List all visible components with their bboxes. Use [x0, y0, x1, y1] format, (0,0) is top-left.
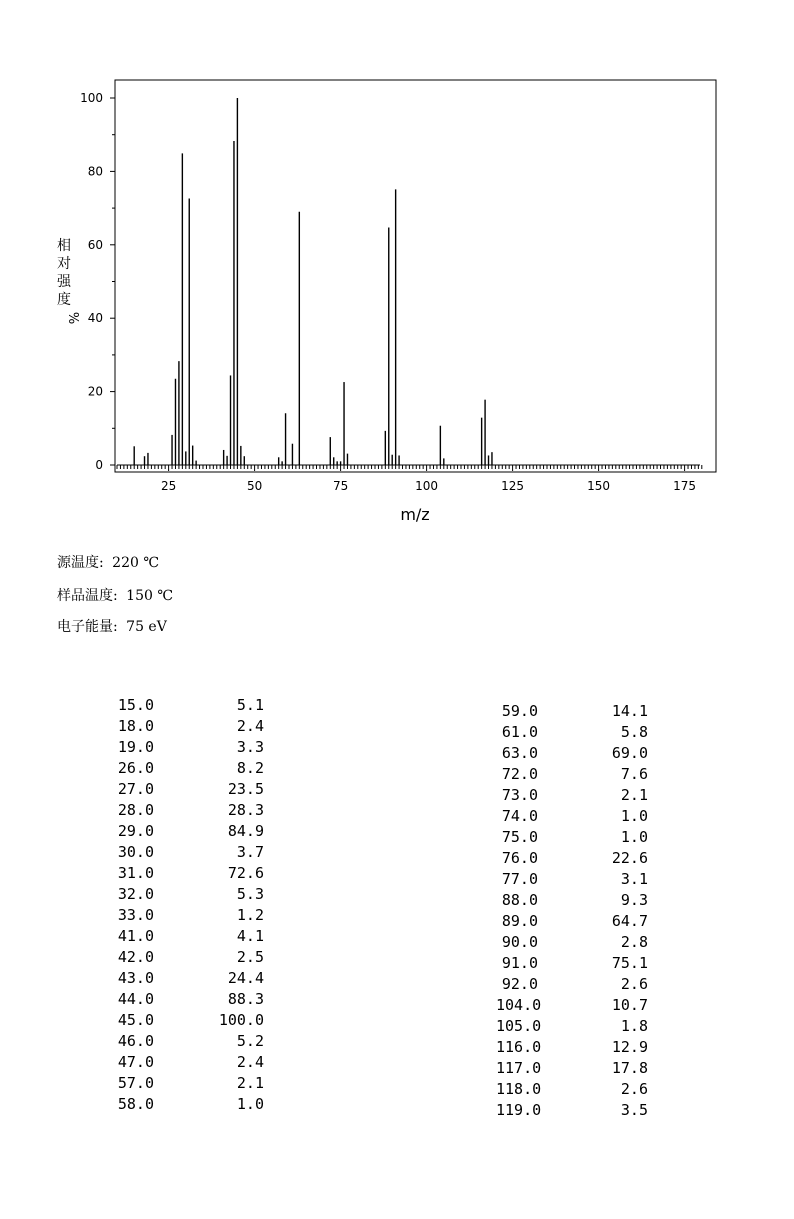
- peak-mz: 90.0: [501, 933, 538, 951]
- peak-row: [112, 737, 264, 758]
- peak-mz: 57.0: [117, 1074, 154, 1092]
- peak-mz: 31.0: [117, 864, 154, 882]
- peak-abundance: 1.0: [236, 1095, 264, 1113]
- peak-row: [496, 1079, 648, 1100]
- peak-abundance: 14.1: [611, 702, 648, 720]
- peak-mz: 63.0: [501, 744, 538, 762]
- y-axis-label-char: 强: [57, 274, 71, 290]
- peak-mz: 43.0: [117, 969, 154, 987]
- peak-abundance: 2.6: [620, 975, 648, 993]
- peak-mz: 104.0: [496, 996, 542, 1014]
- peak-abundance: 17.8: [611, 1059, 648, 1077]
- peak-row: [496, 890, 648, 911]
- x-tick-label: 25: [160, 479, 177, 493]
- x-tick-label: 50: [246, 479, 263, 493]
- peak-row: [112, 989, 264, 1010]
- peak-row: [112, 926, 264, 947]
- peak-mz: 76.0: [501, 849, 538, 867]
- condition-label: 样品温度:: [57, 588, 118, 604]
- peak-abundance: 1.0: [620, 828, 648, 846]
- peak-abundance: 2.5: [236, 948, 264, 966]
- peak-mz: 29.0: [117, 822, 154, 840]
- peak-abundance: 1.2: [236, 906, 264, 924]
- y-axis-label-char: 对: [57, 256, 71, 272]
- peak-abundance: 64.7: [611, 912, 648, 930]
- peak-mz: 117.0: [496, 1059, 542, 1077]
- peak-row: [496, 911, 648, 932]
- peak-abundance: 1.0: [620, 807, 648, 825]
- peak-mz: 105.0: [496, 1017, 542, 1035]
- peak-mz: 116.0: [496, 1038, 542, 1056]
- peak-row: [112, 1031, 264, 1052]
- peak-abundance: 3.7: [236, 843, 264, 861]
- peak-mz: 59.0: [501, 702, 538, 720]
- peak-mz: 42.0: [117, 948, 154, 966]
- peak-row: [496, 722, 648, 743]
- condition-label: 电子能量:: [57, 619, 118, 635]
- peak-row: [496, 1016, 648, 1037]
- peak-row: [112, 716, 264, 737]
- peak-row: [496, 974, 648, 995]
- peak-mz: 44.0: [117, 990, 154, 1008]
- peak-row: [496, 1037, 648, 1058]
- peak-abundance: 3.3: [236, 738, 264, 756]
- peak-abundance: 10.7: [611, 996, 648, 1014]
- peak-abundance: 72.6: [227, 864, 264, 882]
- peak-mz: 30.0: [117, 843, 154, 861]
- x-tick-label: 175: [673, 479, 697, 493]
- peak-abundance: 4.1: [236, 927, 264, 945]
- peak-row: [112, 842, 264, 863]
- peak-mz: 33.0: [117, 906, 154, 924]
- peak-row: [496, 932, 648, 953]
- peak-abundance: 24.4: [227, 969, 264, 987]
- condition-line: [57, 585, 173, 605]
- peak-mz: 27.0: [117, 780, 154, 798]
- x-tick-label: 100: [415, 479, 439, 493]
- peak-abundance: 8.2: [236, 759, 264, 777]
- peak-mz: 118.0: [496, 1080, 542, 1098]
- peak-row: [112, 1094, 264, 1115]
- peak-abundance: 7.6: [620, 765, 648, 783]
- mass-spectrum-chart: [0, 0, 794, 540]
- peak-mz: 15.0: [117, 696, 154, 714]
- y-axis-label-char: 度: [57, 292, 71, 308]
- peak-row: [112, 1010, 264, 1031]
- peak-abundance: 69.0: [611, 744, 648, 762]
- peak-mz: 26.0: [117, 759, 154, 777]
- peak-abundance: 5.8: [620, 723, 648, 741]
- y-tick-label: 20: [87, 384, 103, 399]
- peak-mz: 74.0: [501, 807, 538, 825]
- peak-row: [112, 884, 264, 905]
- peak-mz: 91.0: [501, 954, 538, 972]
- peak-abundance: 2.8: [620, 933, 648, 951]
- peak-row: [496, 848, 648, 869]
- peak-row: [112, 905, 264, 926]
- peak-table-left: [112, 695, 264, 1115]
- peak-row: [112, 863, 264, 884]
- peak-mz: 73.0: [501, 786, 538, 804]
- condition-label: 源温度:: [57, 555, 104, 571]
- peak-row: [112, 800, 264, 821]
- peak-abundance: 5.2: [236, 1032, 264, 1050]
- y-tick-label: 80: [87, 164, 103, 179]
- peak-row: [496, 995, 648, 1016]
- peak-abundance: 88.3: [227, 990, 264, 1008]
- peak-row: [112, 758, 264, 779]
- y-axis-label-char: %: [65, 311, 80, 325]
- peak-abundance: 12.9: [611, 1038, 648, 1056]
- peak-abundance: 75.1: [611, 954, 648, 972]
- peak-row: [496, 806, 648, 827]
- peak-abundance: 2.1: [620, 786, 648, 804]
- peak-row: [112, 695, 264, 716]
- peak-mz: 92.0: [501, 975, 538, 993]
- peak-row: [496, 827, 648, 848]
- peak-abundance: 22.6: [611, 849, 648, 867]
- y-axis-label-char: 相: [57, 238, 71, 254]
- peak-row: [496, 701, 648, 722]
- peak-mz: 45.0: [117, 1011, 154, 1029]
- peak-abundance: 84.9: [227, 822, 264, 840]
- peak-mz: 32.0: [117, 885, 154, 903]
- peak-mz: 75.0: [501, 828, 538, 846]
- x-tick-label: 150: [587, 479, 611, 493]
- peak-abundance: 100.0: [218, 1011, 264, 1029]
- condition-value: 150 ℃: [121, 588, 174, 604]
- peak-mz: 77.0: [501, 870, 538, 888]
- y-tick-label: 40: [87, 311, 103, 326]
- peak-abundance: 5.3: [236, 885, 264, 903]
- peak-abundance: 2.1: [236, 1074, 264, 1092]
- condition-line: [57, 552, 159, 572]
- peak-mz: 28.0: [117, 801, 154, 819]
- peak-abundance: 2.4: [236, 717, 264, 735]
- peak-mz: 18.0: [117, 717, 154, 735]
- y-tick-label: 60: [87, 237, 103, 252]
- peak-row: [496, 785, 648, 806]
- peak-row: [112, 821, 264, 842]
- peak-row: [496, 1058, 648, 1079]
- condition-value: 220 ℃: [107, 555, 160, 571]
- peak-mz: 58.0: [117, 1095, 154, 1113]
- y-tick-label: 0: [95, 458, 103, 472]
- peak-mz: 61.0: [501, 723, 538, 741]
- peak-row: [112, 1073, 264, 1094]
- peak-mz: 72.0: [501, 765, 538, 783]
- peak-abundance: 2.4: [236, 1053, 264, 1071]
- peak-table-right: [496, 701, 648, 1121]
- peak-mz: 119.0: [496, 1101, 542, 1119]
- peak-abundance: 3.1: [620, 870, 648, 888]
- peak-row: [496, 743, 648, 764]
- peak-abundance: 23.5: [227, 780, 264, 798]
- x-tick-label: 75: [332, 479, 349, 493]
- peak-abundance: 3.5: [620, 1101, 648, 1119]
- y-tick-label: 100: [80, 91, 103, 105]
- x-axis-label: m/z: [400, 505, 430, 524]
- peak-row: [496, 764, 648, 785]
- peak-row: [496, 1100, 648, 1121]
- peak-mz: 46.0: [117, 1032, 154, 1050]
- peak-mz: 41.0: [117, 927, 154, 945]
- peak-row: [112, 968, 264, 989]
- condition-line: [57, 616, 167, 636]
- peak-mz: 88.0: [501, 891, 538, 909]
- peak-row: [496, 953, 648, 974]
- peak-abundance: 1.8: [620, 1017, 648, 1035]
- peak-mz: 47.0: [117, 1053, 154, 1071]
- peak-row: [496, 869, 648, 890]
- peak-row: [112, 1052, 264, 1073]
- peak-abundance: 5.1: [236, 696, 264, 714]
- plot-frame: [115, 80, 716, 472]
- peak-abundance: 2.6: [620, 1080, 648, 1098]
- condition-value: 75 eV: [121, 619, 167, 635]
- peak-abundance: 9.3: [620, 891, 648, 909]
- peak-mz: 19.0: [117, 738, 154, 756]
- x-tick-label: 125: [501, 479, 525, 493]
- peak-row: [112, 947, 264, 968]
- peak-abundance: 28.3: [227, 801, 264, 819]
- peak-mz: 89.0: [501, 912, 538, 930]
- peak-row: [112, 779, 264, 800]
